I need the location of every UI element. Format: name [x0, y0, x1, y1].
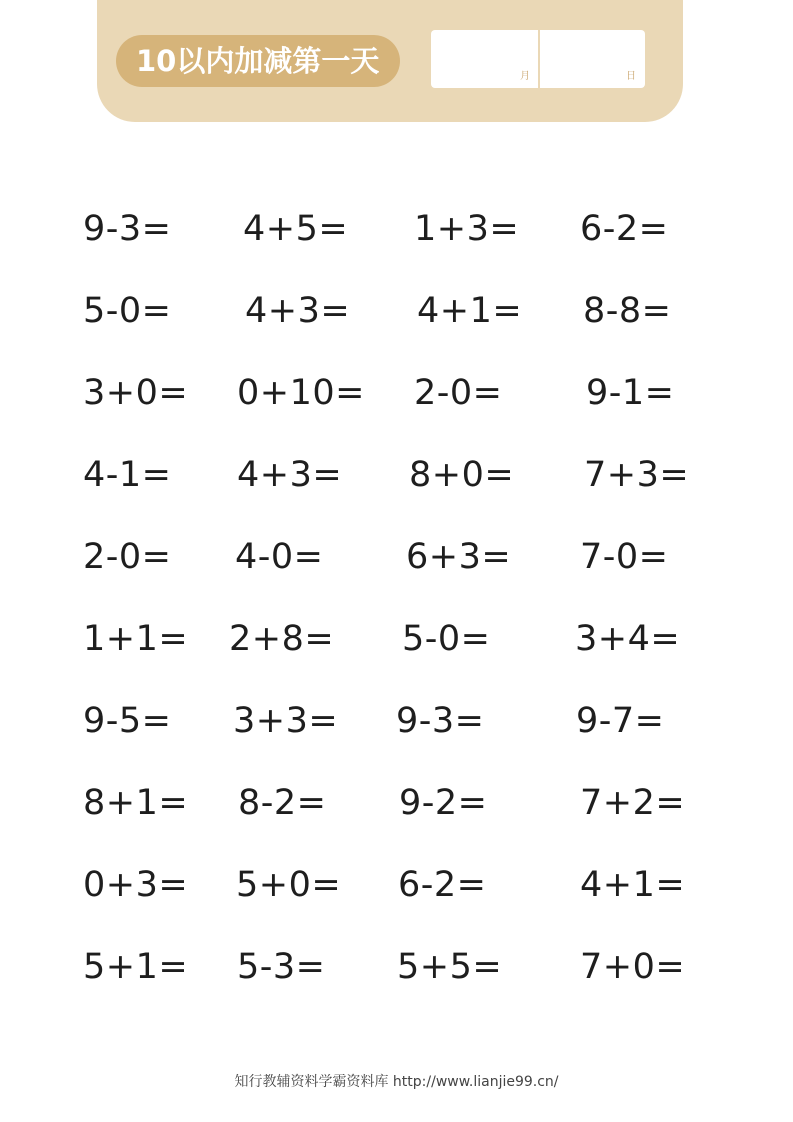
problem: 9-3=: [83, 209, 172, 249]
problem: 2-0=: [414, 373, 503, 413]
problem: 6-2=: [398, 865, 487, 905]
problem: 4-1=: [83, 455, 172, 495]
problem: 8-2=: [238, 783, 327, 823]
problem: 9-1=: [586, 373, 675, 413]
problem: 9-5=: [83, 701, 172, 741]
footer-source: 知行教辅资料学霸资料库 http://www.lianjie99.cn/: [234, 1074, 559, 1090]
problem: 6-2=: [580, 209, 669, 249]
problem: 4+1=: [417, 291, 523, 331]
problem: 9-3=: [396, 701, 485, 741]
date-box[interactable]: [431, 30, 645, 88]
problem: 4+3=: [245, 291, 351, 331]
problem: 8-8=: [583, 291, 672, 331]
problem: 7+2=: [580, 783, 686, 823]
month-label: 月: [520, 71, 530, 82]
problem: 3+4=: [575, 619, 681, 659]
problem: 7+0=: [580, 947, 686, 987]
problem: 4+3=: [237, 455, 343, 495]
problem: 9-7=: [576, 701, 665, 741]
problem: 7+3=: [584, 455, 690, 495]
problem: 5-0=: [83, 291, 172, 331]
problem: 8+1=: [83, 783, 189, 823]
problem: 0+3=: [83, 865, 189, 905]
problem: 7-0=: [580, 537, 669, 577]
problem: 5-0=: [402, 619, 491, 659]
problem: 4+5=: [243, 209, 349, 249]
problem: 6+3=: [406, 537, 512, 577]
day-label: 日: [626, 71, 636, 82]
problem: 5-3=: [237, 947, 326, 987]
problem: 1+3=: [414, 209, 520, 249]
problem: 1+1=: [83, 619, 189, 659]
problem: 3+0=: [83, 373, 189, 413]
problem: 4-0=: [235, 537, 324, 577]
problem: 3+3=: [233, 701, 339, 741]
problem: 5+5=: [397, 947, 503, 987]
problem: 5+0=: [236, 865, 342, 905]
problem: 2-0=: [83, 537, 172, 577]
problem: 8+0=: [409, 455, 515, 495]
problem: 0+10=: [237, 373, 365, 413]
problem: 9-2=: [399, 783, 488, 823]
date-divider: [538, 30, 540, 88]
problem: 4+1=: [580, 865, 686, 905]
problem: 2+8=: [229, 619, 335, 659]
page-title: 10以内加减第一天: [116, 35, 400, 87]
problem: 5+1=: [83, 947, 189, 987]
